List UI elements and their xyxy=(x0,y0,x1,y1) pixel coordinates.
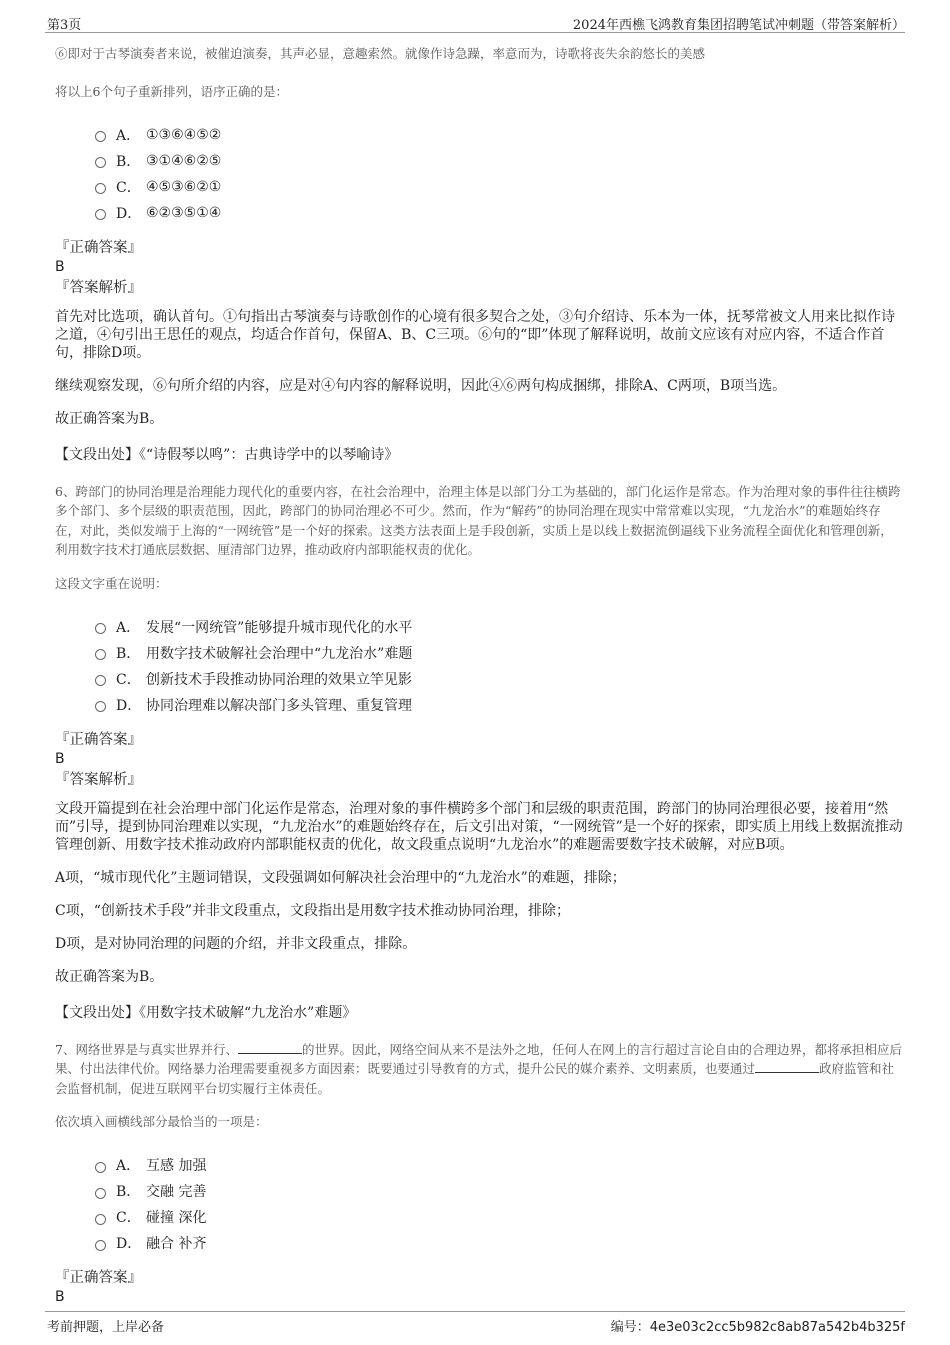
q7-passage: 7、网络世界是与真实世界并行、 的世界。因此，网络空间从来不是法外之地，任何人在网上的言行超过言论自由的合理边界，都将承担相应后果、付出法律代价。网络暴力治理需要重视多方面因素：既要通过引导教育的方式，提升公民的媒介素养、文明素质，也要通过 政府监管和社会监督机制，促进互联网平台切实履行主体责任。 xyxy=(55,1041,902,1096)
radio-icon[interactable] xyxy=(95,183,106,194)
q6-option-b[interactable]: B． 用数字技术破解社会治理中“九龙治水”难题 xyxy=(95,640,905,666)
q6-option-d[interactable]: D． 协同治理难以解决部门多头管理、重复管理 xyxy=(95,692,905,718)
q7-answer-label: 『正确答案』 xyxy=(55,1270,142,1286)
q5-analysis-label: 『答案解析』 xyxy=(55,279,142,296)
q7-option-b[interactable]: B． 交融 完善 xyxy=(95,1178,905,1204)
q5-option-b[interactable]: B． ③①④⑥②⑤ xyxy=(95,148,905,174)
q7-option-c[interactable]: C． 碰撞 深化 xyxy=(95,1204,905,1230)
analysis-paragraph: 故正确答案为B。 xyxy=(55,410,164,427)
analysis-paragraph: C项，“创新技术手段”并非文段重点，文段指出是用数字技术推动协同治理，排除； xyxy=(55,902,571,919)
document-title: 2024年西樵飞鸿教育集团招聘笔试冲刺题（带答案解析） xyxy=(572,18,905,33)
radio-icon[interactable] xyxy=(95,209,106,220)
q6-analysis-label: 『答案解析』 xyxy=(55,771,142,788)
q5-source: 【文段出处】《“诗假琴以鸣”：古典诗学中的以琴喻诗》 xyxy=(55,446,399,463)
q7-option-d[interactable]: D． 融合 补齐 xyxy=(95,1230,905,1256)
q6-source: 【文段出处】《用数字技术破解“九龙治水”难题》 xyxy=(55,1004,357,1021)
radio-icon[interactable] xyxy=(95,623,106,634)
radio-icon[interactable] xyxy=(95,675,106,686)
q5-option-c[interactable]: C． ④⑤③⑥②① xyxy=(95,174,905,200)
analysis-paragraph: 继续观察发现，⑥句所介绍的内容，应是对④句内容的解释说明，因此④⑥两句构成捆绑，排除A、C两项，B项当选。 xyxy=(55,377,787,394)
page-header xyxy=(45,10,905,33)
radio-icon[interactable] xyxy=(95,701,106,712)
q5-options xyxy=(95,122,905,226)
q5-option-a[interactable]: A． ①③⑥④⑤② xyxy=(95,122,905,148)
radio-icon[interactable] xyxy=(95,1240,106,1251)
q5-option-d[interactable]: D． ⑥②③⑤①④ xyxy=(95,200,905,226)
fill-blank xyxy=(755,1060,819,1073)
q7-options xyxy=(95,1152,905,1256)
q5-passage-tail: ⑥即对于古琴演奏者来说，被催迫演奏，其声必显，意趣索然。就像作诗急躁，率意而为，诗歌将丧失余韵悠长的美感 xyxy=(55,46,706,61)
footer-slogan: 考前押题，上岸必备 xyxy=(47,1320,165,1335)
q7-stem: 依次填入画横线部分最恰当的一项是： xyxy=(55,1114,268,1129)
q5-analysis xyxy=(55,308,905,428)
analysis-paragraph: 首先对比选项，确认首句。①句指出古琴演奏与诗歌创作的心境有很多契合之处，③句介绍诗、乐本为一体，抚琴常被文人用来比拟作诗之道，④句引出王思任的观点，均适合作首句，保留A、B、C三项。⑥句的“即”体现了解释说明，故前文应该有对应内容，不适合作首句，排除D项。 xyxy=(55,308,895,361)
q6-analysis xyxy=(55,800,905,986)
radio-icon[interactable] xyxy=(95,157,106,168)
q5-answer-label: 『正确答案』 xyxy=(55,239,142,256)
page-content xyxy=(55,44,905,1308)
radio-icon[interactable] xyxy=(95,1188,106,1199)
q6-answer-label: 『正确答案』 xyxy=(55,731,142,748)
radio-icon[interactable] xyxy=(95,131,106,142)
q6-options xyxy=(95,614,905,718)
document-code: 编号：4e3e03c2cc5b982c8ab87a542b4b325f xyxy=(610,1320,905,1335)
q5-answer: B xyxy=(55,258,65,275)
radio-icon[interactable] xyxy=(95,1162,106,1173)
q6-stem: 这段文字重在说明： xyxy=(55,575,168,591)
q6-passage: 6、跨部门的协同治理是治理能力现代化的重要内容，在社会治理中，治理主体是以部门分工为基础的，部门化运作是常态。作为治理对象的事件往往横跨多个部门、多个层级的职责范围，因此，跨部门的协同治理必不可少。然而，作为“解药”的协同治理在现实中常常难以实现，“九龙治水”的难题始终存在，对此，类似发端于上海的“一网统管”是一个好的探索。这类方法表面上是手段创新，实质上是以线上数据流倒逼线下业务流程全面优化和管理创新，利用数字技术打通底层数据、厘清部门边界，推动政府内部职能权责的优化。 xyxy=(55,483,901,557)
page-footer xyxy=(45,1311,905,1335)
q6-answer: B xyxy=(55,750,65,767)
q5-stem: 将以上6个句子重新排列，语序正确的是： xyxy=(55,83,288,99)
analysis-paragraph: D项，是对协同治理的问题的介绍，并非文段重点，排除。 xyxy=(55,935,417,952)
fill-blank xyxy=(238,1041,302,1054)
q7-answer: B xyxy=(55,1289,65,1305)
q6-option-a[interactable]: A． 发展“一网统管”能够提升城市现代化的水平 xyxy=(95,614,905,640)
radio-icon[interactable] xyxy=(95,1214,106,1225)
q7-option-a[interactable]: A． 互感 加强 xyxy=(95,1152,905,1178)
analysis-paragraph: 文段开篇提到在社会治理中部门化运作是常态，治理对象的事件横跨多个部门和层级的职责范围，跨部门的协同治理很必要，接着用“然而”引导，提到协同治理难以实现，“九龙治水”的难题始终存在，后文引出对策，“一网统管”是一个好的探索，即实质上用线上数据流推动管理创新、用数字技术推动政府内部职能权责的优化，故文段重点说明“九龙治水”的难题需要数字技术破解，对应B项。 xyxy=(55,800,903,853)
analysis-paragraph: A项，“城市现代化”主题词错误，文段强调如何解决社会治理中的“九龙治水”的难题，排除； xyxy=(55,869,626,886)
analysis-paragraph: 故正确答案为B。 xyxy=(55,968,164,985)
q6-option-c[interactable]: C． 创新技术手段推动协同治理的效果立竿见影 xyxy=(95,666,905,692)
page-number: 第3页 xyxy=(47,18,82,33)
radio-icon[interactable] xyxy=(95,649,106,660)
